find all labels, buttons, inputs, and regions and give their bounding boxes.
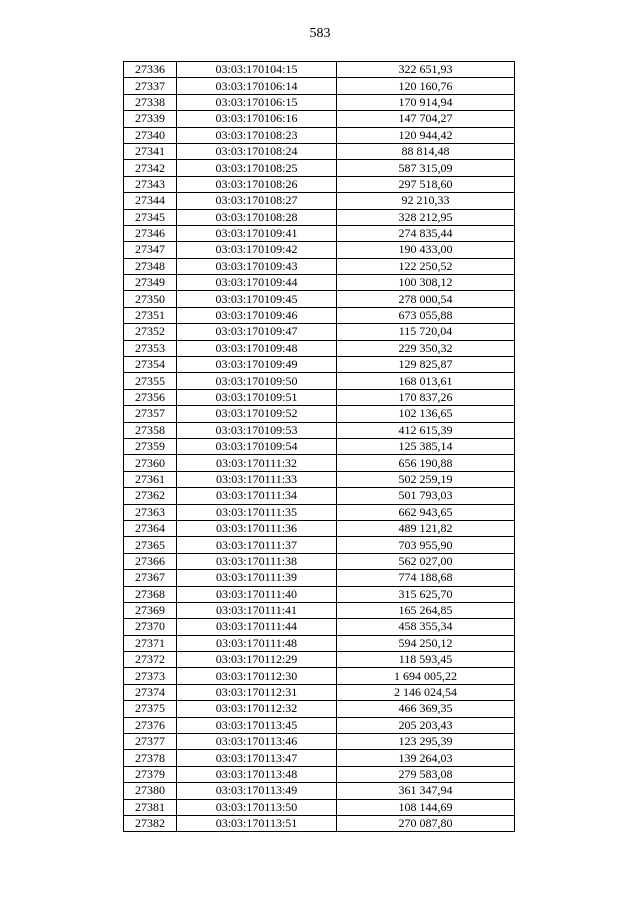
- value-cell: 656 190,88: [337, 455, 515, 471]
- row-number-cell: 27343: [124, 176, 177, 192]
- table-row: [124, 652, 515, 668]
- table-row: [124, 209, 515, 225]
- row-number-cell: 27365: [124, 537, 177, 553]
- value-cell: 118 593,45: [337, 652, 515, 668]
- row-number-cell: 27336: [124, 62, 177, 78]
- cadastral-number-cell: 03:03:170109:48: [177, 340, 337, 356]
- table-row: [124, 389, 515, 405]
- row-number-cell: 27341: [124, 143, 177, 159]
- cadastral-number-cell: 03:03:170111:44: [177, 619, 337, 635]
- cadastral-number-cell: 03:03:170113:48: [177, 766, 337, 782]
- cadastral-number-cell: 03:03:170104:15: [177, 62, 337, 78]
- table-row: [124, 701, 515, 717]
- cadastral-number-cell: 03:03:170106:15: [177, 94, 337, 110]
- row-number-cell: 27376: [124, 717, 177, 733]
- value-cell: 673 055,88: [337, 307, 515, 323]
- page-number: 583: [309, 26, 331, 41]
- table-row: [124, 586, 515, 602]
- row-number-cell: 27360: [124, 455, 177, 471]
- value-cell: 322 651,93: [337, 62, 515, 78]
- value-cell: 100 308,12: [337, 275, 515, 291]
- value-cell: 361 347,94: [337, 783, 515, 799]
- value-cell: 279 583,08: [337, 766, 515, 782]
- cadastral-number-cell: 03:03:170113:45: [177, 717, 337, 733]
- table-row: [124, 815, 515, 831]
- row-number-cell: 27349: [124, 275, 177, 291]
- table-row: [124, 619, 515, 635]
- cadastral-number-cell: 03:03:170111:48: [177, 635, 337, 651]
- row-number-cell: 27354: [124, 357, 177, 373]
- value-cell: 165 264,85: [337, 602, 515, 618]
- table-row: [124, 750, 515, 766]
- table-row: [124, 570, 515, 586]
- table-row: [124, 275, 515, 291]
- cadastral-number-cell: 03:03:170111:32: [177, 455, 337, 471]
- cadastral-number-cell: 03:03:170109:43: [177, 258, 337, 274]
- cadastral-number-cell: 03:03:170106:16: [177, 111, 337, 127]
- cadastral-number-cell: 03:03:170108:28: [177, 209, 337, 225]
- cadastral-number-cell: 03:03:170106:14: [177, 78, 337, 94]
- cadastral-number-cell: 03:03:170108:26: [177, 176, 337, 192]
- cadastral-number-cell: 03:03:170112:32: [177, 701, 337, 717]
- value-cell: 489 121,82: [337, 520, 515, 536]
- value-cell: 147 704,27: [337, 111, 515, 127]
- cadastral-number-cell: 03:03:170113:50: [177, 799, 337, 815]
- row-number-cell: 27337: [124, 78, 177, 94]
- cadastral-number-cell: 03:03:170111:37: [177, 537, 337, 553]
- table-row: [124, 668, 515, 684]
- row-number-cell: 27380: [124, 783, 177, 799]
- table-row: [124, 357, 515, 373]
- cadastral-number-cell: 03:03:170111:34: [177, 488, 337, 504]
- value-cell: 1 694 005,22: [337, 668, 515, 684]
- value-cell: 120 944,42: [337, 127, 515, 143]
- cadastral-number-cell: 03:03:170108:23: [177, 127, 337, 143]
- row-number-cell: 27361: [124, 471, 177, 487]
- table-row: [124, 537, 515, 553]
- row-number-cell: 27382: [124, 815, 177, 831]
- value-cell: 328 212,95: [337, 209, 515, 225]
- table-row: [124, 225, 515, 241]
- value-cell: 108 144,69: [337, 799, 515, 815]
- row-number-cell: 27374: [124, 684, 177, 700]
- value-cell: 170 837,26: [337, 389, 515, 405]
- value-cell: 297 518,60: [337, 176, 515, 192]
- row-number-cell: 27377: [124, 734, 177, 750]
- cadastral-number-cell: 03:03:170111:38: [177, 553, 337, 569]
- value-cell: 102 136,65: [337, 406, 515, 422]
- table-row: [124, 766, 515, 782]
- row-number-cell: 27357: [124, 406, 177, 422]
- value-cell: 129 825,87: [337, 357, 515, 373]
- cadastral-number-cell: 03:03:170112:30: [177, 668, 337, 684]
- cadastral-number-cell: 03:03:170109:52: [177, 406, 337, 422]
- row-number-cell: 27370: [124, 619, 177, 635]
- row-number-cell: 27355: [124, 373, 177, 389]
- table-row: [124, 602, 515, 618]
- table-row: [124, 291, 515, 307]
- row-number-cell: 27342: [124, 160, 177, 176]
- row-number-cell: 27352: [124, 324, 177, 340]
- row-number-cell: 27372: [124, 652, 177, 668]
- table-row: [124, 471, 515, 487]
- table-row: [124, 438, 515, 454]
- cadastral-number-cell: 03:03:170111:33: [177, 471, 337, 487]
- table-row: [124, 160, 515, 176]
- table-row: [124, 373, 515, 389]
- row-number-cell: 27371: [124, 635, 177, 651]
- table-row: [124, 504, 515, 520]
- cadastral-number-cell: 03:03:170111:36: [177, 520, 337, 536]
- value-cell: 466 369,35: [337, 701, 515, 717]
- cadastral-number-cell: 03:03:170113:51: [177, 815, 337, 831]
- cadastral-number-cell: 03:03:170109:44: [177, 275, 337, 291]
- value-cell: 412 615,39: [337, 422, 515, 438]
- value-cell: 594 250,12: [337, 635, 515, 651]
- value-cell: 115 720,04: [337, 324, 515, 340]
- value-cell: 170 914,94: [337, 94, 515, 110]
- row-number-cell: 27346: [124, 225, 177, 241]
- value-cell: 270 087,80: [337, 815, 515, 831]
- value-cell: 774 188,68: [337, 570, 515, 586]
- value-cell: 562 027,00: [337, 553, 515, 569]
- row-number-cell: 27364: [124, 520, 177, 536]
- table-row: [124, 455, 515, 471]
- row-number-cell: 27345: [124, 209, 177, 225]
- table-row: [124, 324, 515, 340]
- table-row: [124, 94, 515, 110]
- value-cell: 120 160,76: [337, 78, 515, 94]
- row-number-cell: 27373: [124, 668, 177, 684]
- value-cell: 125 385,14: [337, 438, 515, 454]
- value-cell: 122 250,52: [337, 258, 515, 274]
- table-row: [124, 143, 515, 159]
- table-row: [124, 78, 515, 94]
- cadastral-number-cell: 03:03:170112:31: [177, 684, 337, 700]
- row-number-cell: 27369: [124, 602, 177, 618]
- cadastral-number-cell: 03:03:170109:50: [177, 373, 337, 389]
- row-number-cell: 27381: [124, 799, 177, 815]
- table-row: [124, 62, 515, 78]
- cadastral-number-cell: 03:03:170108:27: [177, 193, 337, 209]
- cadastral-number-cell: 03:03:170109:42: [177, 242, 337, 258]
- value-cell: 123 295,39: [337, 734, 515, 750]
- table-row: [124, 242, 515, 258]
- cadastral-number-cell: 03:03:170109:46: [177, 307, 337, 323]
- cadastral-number-cell: 03:03:170109:49: [177, 357, 337, 373]
- row-number-cell: 27340: [124, 127, 177, 143]
- row-number-cell: 27351: [124, 307, 177, 323]
- value-cell: 139 264,03: [337, 750, 515, 766]
- value-cell: 278 000,54: [337, 291, 515, 307]
- table-row: [124, 176, 515, 192]
- value-cell: 92 210,33: [337, 193, 515, 209]
- cadastral-number-cell: 03:03:170111:39: [177, 570, 337, 586]
- value-cell: 229 350,32: [337, 340, 515, 356]
- value-cell: 662 943,65: [337, 504, 515, 520]
- row-number-cell: 27353: [124, 340, 177, 356]
- cadastral-number-cell: 03:03:170108:25: [177, 160, 337, 176]
- value-cell: 88 814,48: [337, 143, 515, 159]
- value-cell: 458 355,34: [337, 619, 515, 635]
- cadastral-number-cell: 03:03:170109:45: [177, 291, 337, 307]
- cadastral-number-cell: 03:03:170112:29: [177, 652, 337, 668]
- table-row: [124, 488, 515, 504]
- row-number-cell: 27356: [124, 389, 177, 405]
- row-number-cell: 27367: [124, 570, 177, 586]
- value-cell: 501 793,03: [337, 488, 515, 504]
- value-cell: 502 259,19: [337, 471, 515, 487]
- table-row: [124, 406, 515, 422]
- table-row: [124, 553, 515, 569]
- value-cell: 205 203,43: [337, 717, 515, 733]
- cadastral-number-cell: 03:03:170109:51: [177, 389, 337, 405]
- value-cell: 587 315,09: [337, 160, 515, 176]
- row-number-cell: 27347: [124, 242, 177, 258]
- table-row: [124, 783, 515, 799]
- table-row: [124, 684, 515, 700]
- row-number-cell: 27344: [124, 193, 177, 209]
- cadastral-number-cell: 03:03:170113:46: [177, 734, 337, 750]
- row-number-cell: 27366: [124, 553, 177, 569]
- table-body: [124, 62, 515, 832]
- table-row: [124, 258, 515, 274]
- row-number-cell: 27378: [124, 750, 177, 766]
- row-number-cell: 27363: [124, 504, 177, 520]
- row-number-cell: 27338: [124, 94, 177, 110]
- value-cell: 703 955,90: [337, 537, 515, 553]
- value-cell: 2 146 024,54: [337, 684, 515, 700]
- cadastral-value-table: [123, 61, 515, 832]
- row-number-cell: 27362: [124, 488, 177, 504]
- table-row: [124, 422, 515, 438]
- cadastral-number-cell: 03:03:170113:49: [177, 783, 337, 799]
- table-row: [124, 734, 515, 750]
- cadastral-number-cell: 03:03:170113:47: [177, 750, 337, 766]
- value-cell: 274 835,44: [337, 225, 515, 241]
- value-cell: 168 013,61: [337, 373, 515, 389]
- table-row: [124, 635, 515, 651]
- row-number-cell: 27339: [124, 111, 177, 127]
- cadastral-number-cell: 03:03:170109:47: [177, 324, 337, 340]
- cadastral-number-cell: 03:03:170109:54: [177, 438, 337, 454]
- table-row: [124, 127, 515, 143]
- table-row: [124, 340, 515, 356]
- table-row: [124, 717, 515, 733]
- table-row: [124, 193, 515, 209]
- table-row: [124, 520, 515, 536]
- row-number-cell: 27348: [124, 258, 177, 274]
- cadastral-number-cell: 03:03:170111:40: [177, 586, 337, 602]
- cadastral-number-cell: 03:03:170111:41: [177, 602, 337, 618]
- row-number-cell: 27379: [124, 766, 177, 782]
- value-cell: 190 433,00: [337, 242, 515, 258]
- row-number-cell: 27375: [124, 701, 177, 717]
- row-number-cell: 27359: [124, 438, 177, 454]
- row-number-cell: 27368: [124, 586, 177, 602]
- table-row: [124, 799, 515, 815]
- value-cell: 315 625,70: [337, 586, 515, 602]
- cadastral-number-cell: 03:03:170109:41: [177, 225, 337, 241]
- cadastral-number-cell: 03:03:170109:53: [177, 422, 337, 438]
- table-row: [124, 111, 515, 127]
- row-number-cell: 27350: [124, 291, 177, 307]
- cadastral-number-cell: 03:03:170111:35: [177, 504, 337, 520]
- cadastral-number-cell: 03:03:170108:24: [177, 143, 337, 159]
- table-row: [124, 307, 515, 323]
- row-number-cell: 27358: [124, 422, 177, 438]
